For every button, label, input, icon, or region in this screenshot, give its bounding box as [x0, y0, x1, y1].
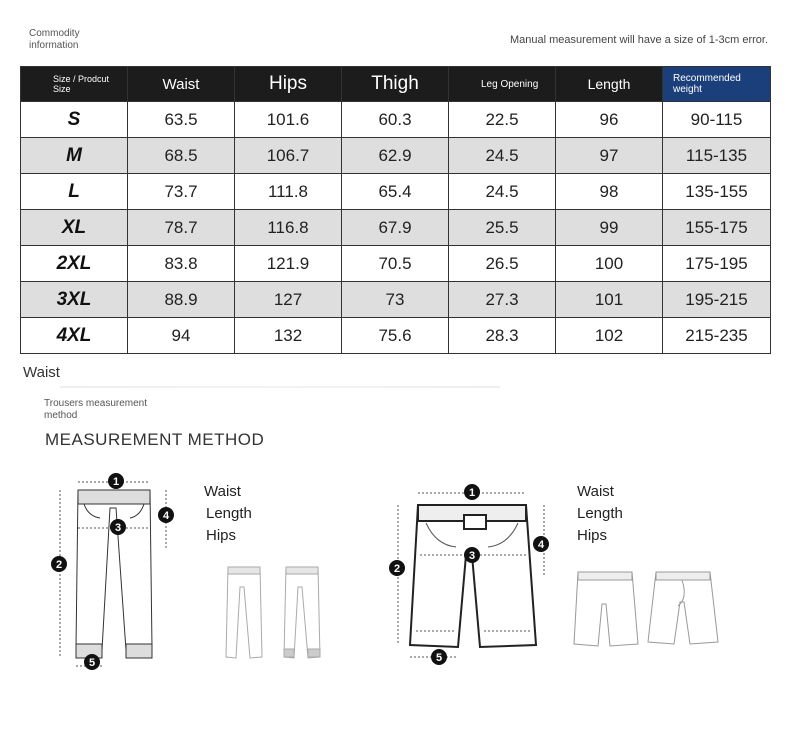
length-cell: 102: [556, 318, 663, 354]
legend-right-waist: Waist: [577, 483, 614, 500]
waist-cell: 88.9: [128, 282, 235, 318]
weight-cell: 215-235: [663, 318, 771, 354]
table-row: [21, 138, 771, 174]
legend-left-hips: Hips: [206, 527, 237, 544]
weight-cell: 115-135: [663, 138, 771, 174]
leg-opening-cell: 26.5: [449, 246, 556, 282]
hips-cell: 121.9: [235, 246, 342, 282]
hips-cell: 111.8: [235, 174, 342, 210]
leg-opening-cell: 27.3: [449, 282, 556, 318]
waist-cell: 68.5: [128, 138, 235, 174]
table-row: [21, 102, 771, 138]
size-cell: 2XL: [21, 246, 128, 282]
length-cell: 98: [556, 174, 663, 210]
header-leg-opening: Leg Opening: [449, 67, 556, 102]
waist-cell: 63.5: [128, 102, 235, 138]
thigh-cell: 67.9: [342, 210, 449, 246]
table-row: [21, 282, 771, 318]
waist-cell: 73.7: [128, 174, 235, 210]
thigh-cell: 62.9: [342, 138, 449, 174]
leg-opening-cell: 24.5: [449, 174, 556, 210]
hips-cell: 101.6: [235, 102, 342, 138]
header-thigh: Thigh: [342, 67, 449, 102]
marker-1: 1: [112, 476, 120, 488]
header-length: Length: [556, 67, 663, 102]
legend-right: [577, 481, 623, 547]
length-cell: 100: [556, 246, 663, 282]
header-size: Size / Prodcut Size: [21, 67, 128, 102]
size-cell: S: [21, 102, 128, 138]
measurement-method-title: MEASUREMENT METHOD: [45, 430, 265, 449]
marker-2: 2: [55, 559, 63, 571]
weight-cell: 155-175: [663, 210, 771, 246]
trousers-measurement-label: Trousers measurement method: [44, 398, 147, 421]
weight-cell: 135-155: [663, 174, 771, 210]
hips-cell: 132: [235, 318, 342, 354]
size-cell: 3XL: [21, 282, 128, 318]
marker-5: 5: [88, 657, 96, 669]
legend-right-length: Length: [577, 505, 623, 522]
waist-cell: 83.8: [128, 246, 235, 282]
thigh-cell: 70.5: [342, 246, 449, 282]
length-cell: 96: [556, 102, 663, 138]
table-header-row: [21, 67, 771, 102]
trousers-diagram: [40, 468, 190, 674]
weight-cell: 90-115: [663, 102, 771, 138]
leg-opening-cell: 28.3: [449, 318, 556, 354]
table-row: [21, 174, 771, 210]
length-cell: 97: [556, 138, 663, 174]
waist-cell: 78.7: [128, 210, 235, 246]
jogger-sketch-icon: [222, 563, 332, 663]
weight-cell: 175-195: [663, 246, 771, 282]
thigh-cell: 65.4: [342, 174, 449, 210]
commodity-info-label: Commodity information: [29, 28, 80, 51]
weight-cell: 195-215: [663, 282, 771, 318]
header-waist: Waist: [128, 67, 235, 102]
length-cell: 101: [556, 282, 663, 318]
hips-cell: 106.7: [235, 138, 342, 174]
marker-4: 4: [537, 539, 545, 551]
size-cell: XL: [21, 210, 128, 246]
shorts-sketch-icon: [570, 568, 730, 648]
size-table: [20, 66, 771, 354]
marker-2: 2: [393, 563, 401, 575]
size-cell: L: [21, 174, 128, 210]
table-row: [21, 246, 771, 282]
thigh-cell: 60.3: [342, 102, 449, 138]
legend-right-hips: Hips: [577, 527, 608, 544]
marker-3: 3: [468, 550, 476, 562]
size-cell: M: [21, 138, 128, 174]
shorts-diagram: [380, 475, 560, 670]
header-recommended-weight: Recommended weight: [663, 67, 771, 102]
hips-cell: 127: [235, 282, 342, 318]
marker-4: 4: [162, 510, 170, 522]
marker-5: 5: [435, 652, 443, 664]
marker-1: 1: [468, 487, 476, 499]
thigh-cell: 73: [342, 282, 449, 318]
hips-cell: 116.8: [235, 210, 342, 246]
leg-opening-cell: 22.5: [449, 102, 556, 138]
size-cell: 4XL: [21, 318, 128, 354]
waist-cell: 94: [128, 318, 235, 354]
error-note: Manual measurement will have a size of 1-3cm error.: [510, 34, 768, 46]
leg-opening-cell: 25.5: [449, 210, 556, 246]
thigh-cell: 75.6: [342, 318, 449, 354]
legend-left: [204, 481, 252, 547]
marker-3: 3: [114, 522, 122, 534]
waist-label: Waist: [23, 364, 60, 381]
table-row: [21, 318, 771, 354]
leg-opening-cell: 24.5: [449, 138, 556, 174]
header-hips: Hips: [235, 67, 342, 102]
legend-left-length: Length: [206, 505, 252, 522]
length-cell: 99: [556, 210, 663, 246]
table-row: [21, 210, 771, 246]
legend-left-waist: Waist: [204, 483, 241, 500]
faint-divider: [60, 386, 500, 388]
